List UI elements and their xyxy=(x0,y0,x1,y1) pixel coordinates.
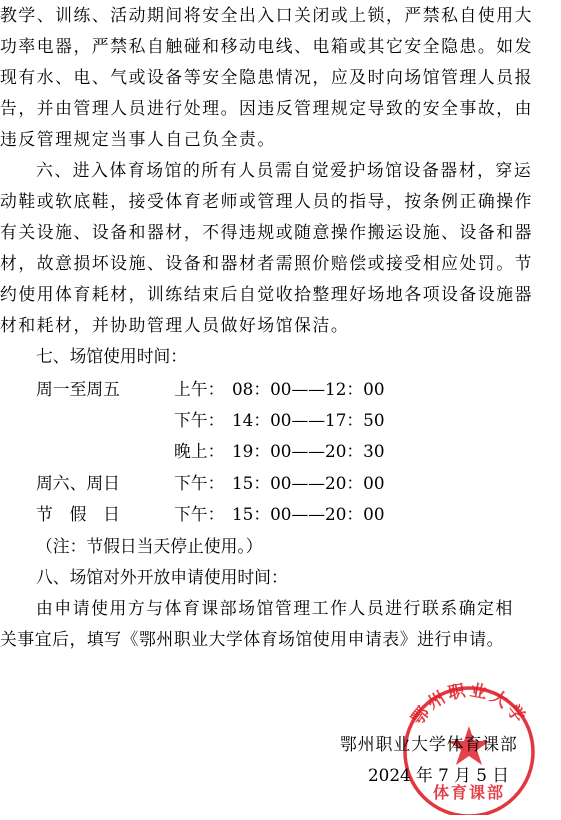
text-line: 关事宜后，填写《鄂州职业大学体育场馆使用申请表》进行申请。 xyxy=(0,629,505,649)
text-line: 有关设施、设备和器材，不得违规或随意操作搬运设施、设备和器 xyxy=(0,222,534,242)
schedule-day: 节 假 日 xyxy=(36,504,120,524)
text-line: 动鞋或软底鞋，接受体育老师或管理人员的指导，按条例正确操作 xyxy=(0,191,534,211)
schedule-note: （注：节假日当天停止使用。） xyxy=(36,536,263,556)
signature-date: 2024 年 7 月 5 日 xyxy=(368,765,510,785)
schedule-time: 14：00——17：50 xyxy=(232,410,385,430)
text-line: 约使用体育耗材，训练结束后自觉收拾整理好场地各项设备设施器 xyxy=(0,284,534,304)
schedule-time: 19：00——20：30 xyxy=(232,441,385,461)
signature-org: 鄂州职业大学体育课部 xyxy=(340,734,518,754)
schedule-period: 上午： xyxy=(174,379,225,399)
text-line: 六、进入体育场馆的所有人员需自觉爱护场馆设备器材，穿运 xyxy=(36,160,533,180)
schedule-time: 08：00——12：00 xyxy=(232,379,385,399)
text-line: 告，并由管理人员进行处理。因违反管理规定导致的安全事故，由 xyxy=(0,98,534,118)
text-line: 由申请使用方与体育课部场馆管理工作人员进行联系确定相 xyxy=(36,598,514,618)
schedule-period: 下午： xyxy=(174,410,225,430)
text-line: 现有水、电、气或设备等安全隐患情况，应及时向场馆管理人员报 xyxy=(0,67,534,87)
schedule-time: 15：00——20：00 xyxy=(232,504,385,524)
svg-text:鄂州职业大学: 鄂州职业大学 xyxy=(407,680,531,729)
section-8-heading: 八、场馆对外开放申请使用时间： xyxy=(36,567,288,587)
schedule-period: 下午： xyxy=(174,473,225,493)
text-line: 教学、训练、活动期间将安全出入口关闭或上锁，严禁私自使用大 xyxy=(0,5,534,25)
section-7-heading: 七、场馆使用时间： xyxy=(36,346,188,366)
text-line: 材和耗材，并协助管理人员做好场馆保洁。 xyxy=(0,315,350,335)
schedule-period: 晚上： xyxy=(174,441,225,461)
text-line: 材，故意损坏设施、设备和器材者需照价赔偿或接受相应处罚。节 xyxy=(0,253,534,273)
schedule-day: 周六、周日 xyxy=(36,473,120,493)
text-line: 功率电器，严禁私自触碰和移动电线、电箱或其它安全隐患。如发 xyxy=(0,36,534,56)
text-line: 违反管理规定当事人自己负全责。 xyxy=(0,129,276,149)
schedule-period: 下午： xyxy=(174,504,225,524)
schedule-time: 15：00——20：00 xyxy=(232,473,385,493)
svg-text:体育课部: 体育课部 xyxy=(432,783,506,802)
schedule-day: 周一至周五 xyxy=(36,379,120,399)
